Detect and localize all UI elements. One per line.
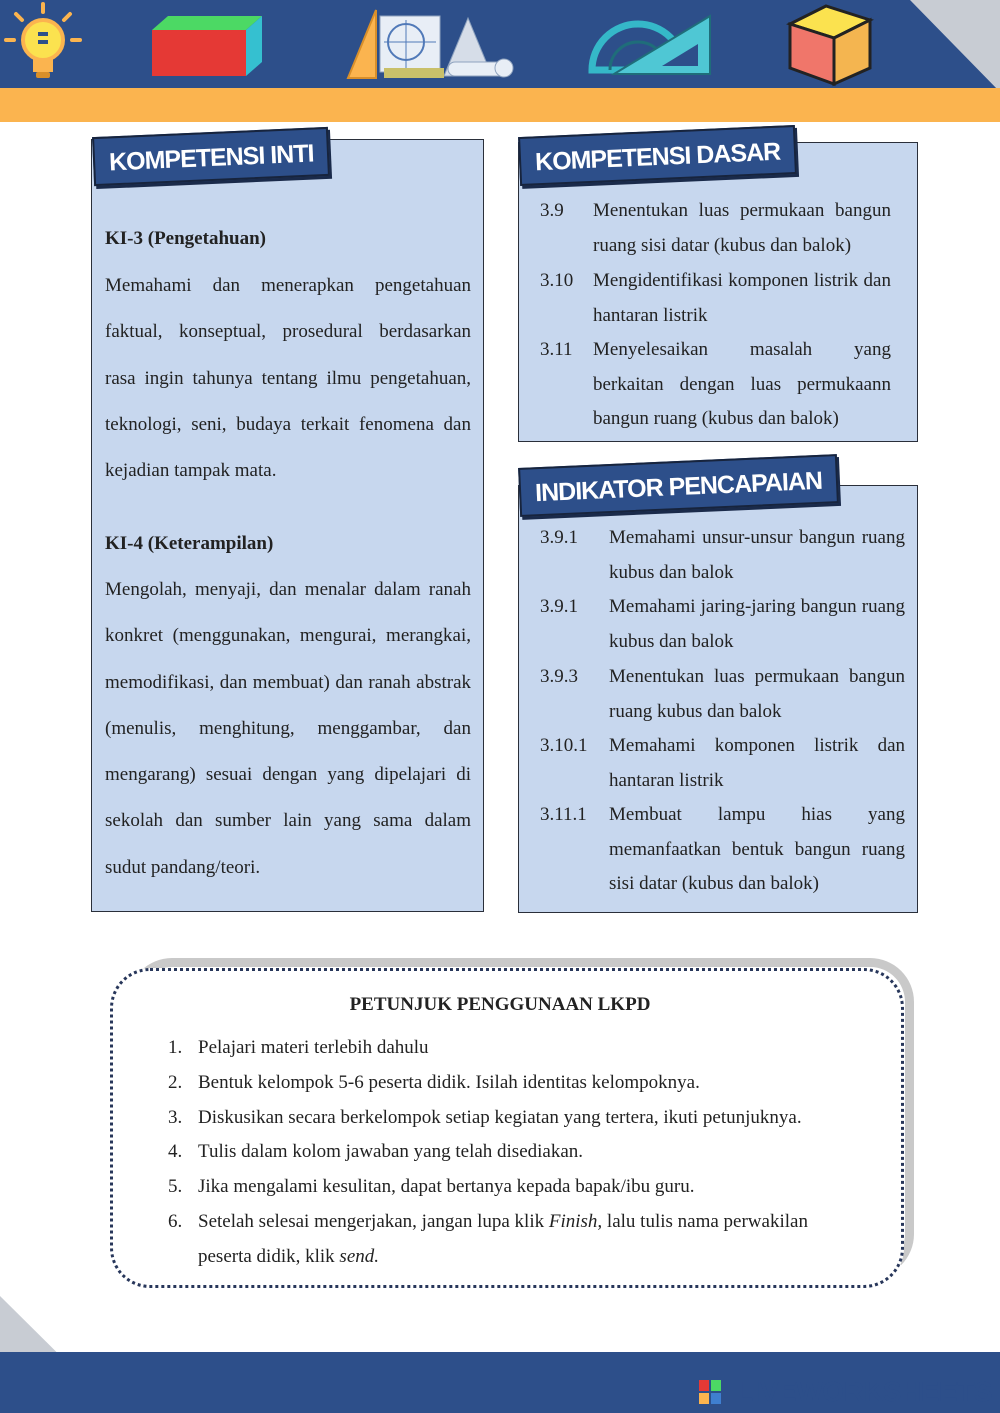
petunjuk-item-number: 3.: [168, 1107, 183, 1128]
ip-item: [540, 660, 905, 730]
kd-item-text: Menentukan luas permukaan bangun ruang sisi datar (kubus dan balok): [593, 200, 891, 256]
petunjuk-item-number: 5.: [168, 1176, 183, 1197]
ip-item-text: Memahami jaring-jaring bangun ruang kubus dan balok: [609, 596, 905, 652]
liveworksheets-brand[interactable]: LIVEWORKSHEETS: [736, 1376, 992, 1407]
geometry-tools-icon: [344, 6, 518, 82]
petunjuk-item: [168, 1030, 429, 1065]
kd-item: [540, 264, 891, 334]
ip-item: [540, 798, 905, 902]
ip-item-text: Membuat lampu hias yang memanfaatkan bentuk bangun ruang sisi datar (kubus dan balok): [609, 804, 905, 895]
protractor-icon: [588, 8, 714, 76]
petunjuk-item-text: lalu tulis nama perwakilan: [602, 1211, 808, 1232]
kd-item-number: 3.9: [540, 200, 564, 221]
cuboid-icon: [150, 14, 266, 78]
kd-item-number: 3.10: [540, 270, 574, 291]
ip-item-text: Memahami unsur-unsur bangun ruang kubus dan balok: [609, 527, 905, 583]
petunjuk-title: PETUNJUK PENGGUNAAN LKPD: [349, 994, 651, 1015]
petunjuk-item-text: Diskusikan secara berkelompok setiap kegiatan yang tertera, ikuti petunjuknya.: [198, 1107, 802, 1128]
ki4-text: Mengolah, menyaji, dan menalar dalam ranah konkret (menggunakan, mengurai, merangkai, memodifikasi, dan membuat) dan ranah abstrak (menulis, menghitung, menggambar, dan mengarang) sesuai dengan yang dipelajari di sekolah dan sumber lain yang sama dalam sudut pandang/teori.: [105, 579, 471, 878]
petunjuk-item: [168, 1065, 700, 1100]
petunjuk-item-text: Pelajari materi terlebih dahulu: [198, 1037, 429, 1058]
ki4-title: KI-4 (Keterampilan): [105, 533, 274, 554]
header-corner: [910, 0, 1000, 92]
kd-item-number: 3.11: [540, 339, 573, 360]
lightbulb-icon: [2, 0, 84, 86]
petunjuk-item-number: 2.: [168, 1072, 183, 1093]
petunjuk-item: [168, 1204, 808, 1239]
ip-item-number: 3.9.1: [540, 527, 578, 548]
petunjuk-item-number: 4.: [168, 1141, 183, 1162]
kd-item-text: Menyelesaikan masalah yang berkaitan dengan luas permukaann bangun ruang (kubus dan balok): [593, 339, 891, 430]
ip-item: [540, 521, 905, 591]
ip-item: [540, 729, 905, 799]
petunjuk-item-text: Bentuk kelompok 5-6 peserta didik. Isilah identitas kelompoknya.: [198, 1072, 700, 1093]
ki3-text: Memahami dan menerapkan pengetahuan faktual, konseptual, prosedural berdasarkan rasa ingin tahunya tentang ilmu pengetahuan, teknologi, seni, budaya terkait fenomena dan kejadian tampak mata.: [105, 275, 471, 482]
liveworksheets-logo-icon: [699, 1380, 721, 1404]
petunjuk-item: [168, 1169, 694, 1204]
indikator-pencapaian-header: INDIKATOR PENCAPAIAN: [518, 454, 839, 517]
petunjuk-item-text: peserta didik, klik: [198, 1246, 340, 1267]
kd-item: [540, 333, 891, 437]
ip-item-number: 3.9.3: [540, 666, 578, 687]
petunjuk-item: [168, 1134, 583, 1169]
petunjuk-item-text: Setelah selesai mengerjakan, jangan lupa klik: [198, 1211, 549, 1232]
ip-item: [540, 590, 905, 660]
petunjuk-item-number: 1.: [168, 1037, 183, 1058]
kd-item: [540, 194, 891, 264]
ip-item-number: 3.10.1: [540, 735, 588, 756]
kompetensi-dasar-header: KOMPETENSI DASAR: [518, 125, 797, 186]
send-word: send.: [339, 1246, 379, 1267]
kompetensi-inti-header: KOMPETENSI INTI: [92, 127, 330, 186]
ip-item-text: Memahami komponen listrik dan hantaran listrik: [609, 735, 905, 791]
kd-item-text: Mengidentifikasi komponen listrik dan hantaran listrik: [593, 270, 891, 326]
ki3-title: KI-3 (Pengetahuan): [105, 228, 266, 249]
finish-word: Finish,: [548, 1211, 603, 1232]
ip-item-number: 3.11.1: [540, 804, 587, 825]
cube-icon: [786, 2, 874, 88]
petunjuk-item-text: Tulis dalam kolom jawaban yang telah disediakan.: [198, 1141, 584, 1162]
header-orange-stripe: [0, 88, 1000, 122]
petunjuk-item: [168, 1100, 802, 1135]
petunjuk-item-text: Jika mengalami kesulitan, dapat bertanya kepada bapak/ibu guru.: [198, 1176, 695, 1197]
ip-item-number: 3.9.1: [540, 596, 578, 617]
ip-item-text: Menentukan luas permukaan bangun ruang kubus dan balok: [609, 666, 905, 722]
petunjuk-item-number: 6.: [168, 1211, 183, 1232]
petunjuk-item-continued: [198, 1239, 379, 1274]
